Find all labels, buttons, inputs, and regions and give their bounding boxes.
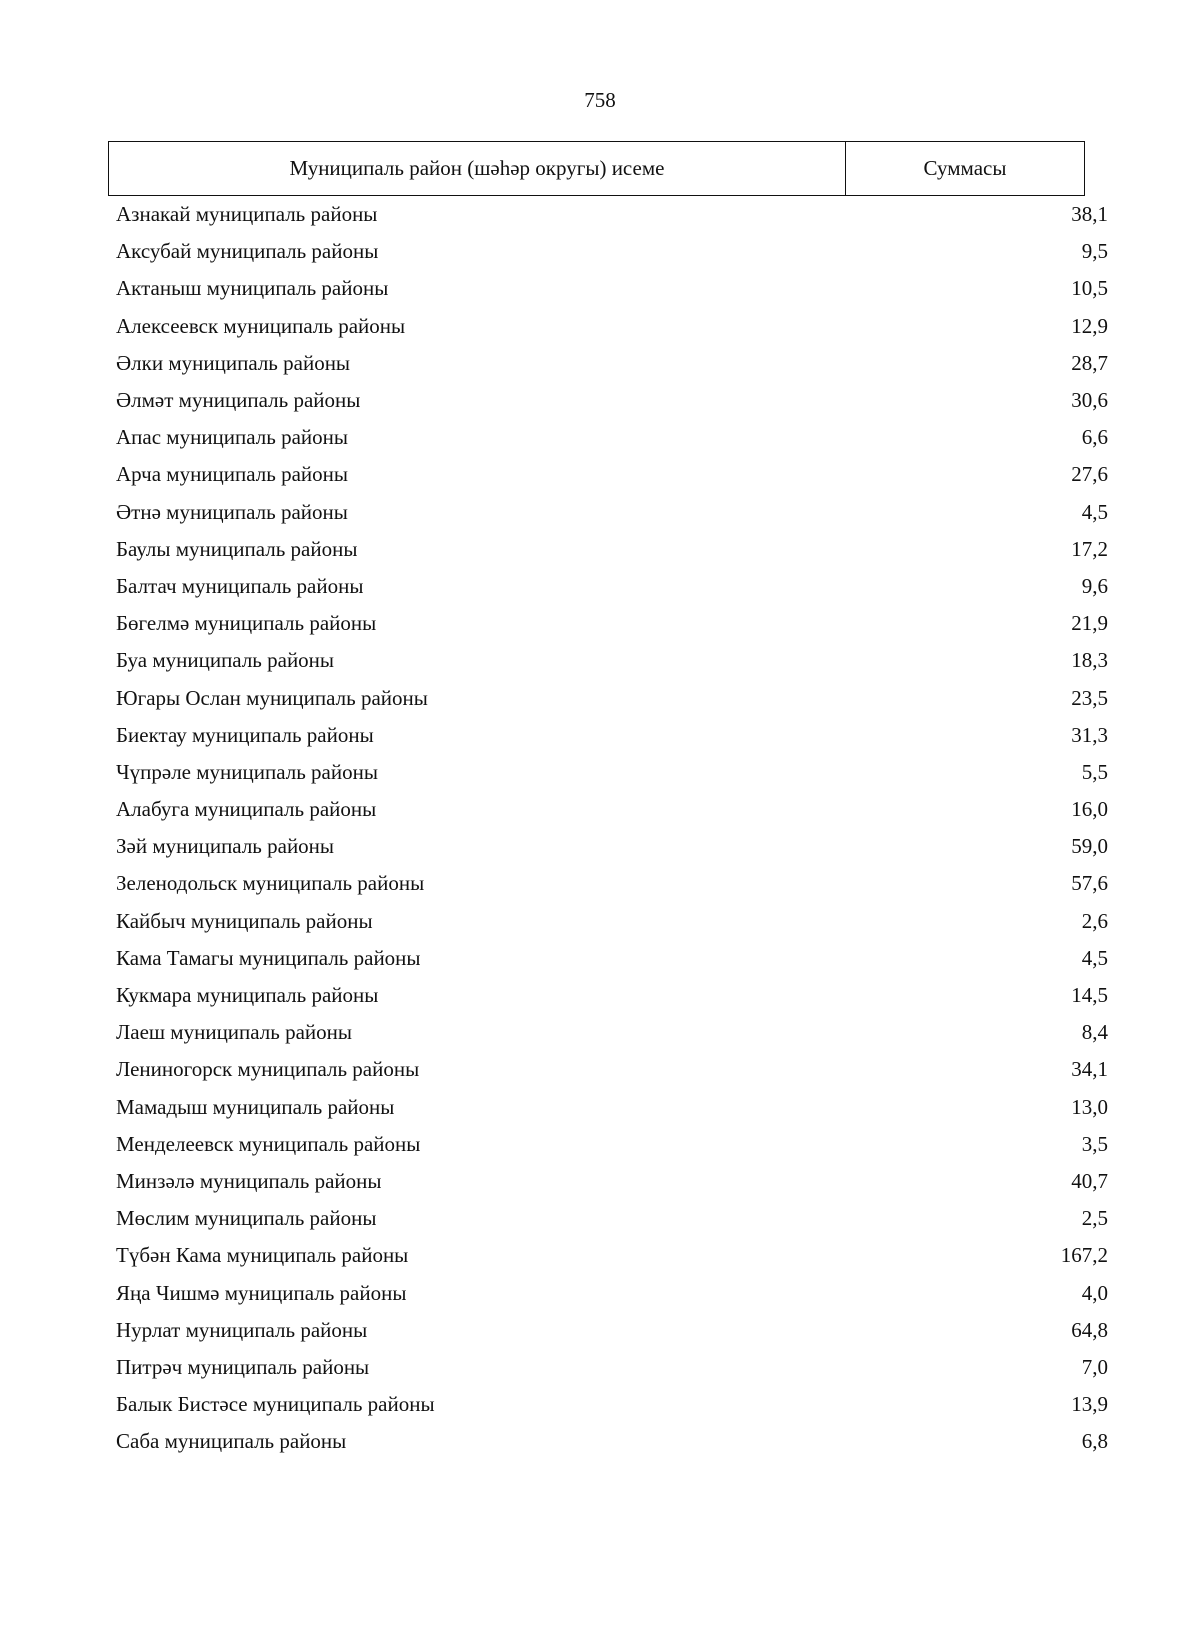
table-row (116, 903, 1108, 940)
table-row (116, 828, 1108, 865)
district-name: Әлмәт муниципаль районы (116, 388, 361, 413)
district-name: Балык Бистәсе муниципаль районы (116, 1392, 435, 1417)
district-name: Арча муниципаль районы (116, 462, 348, 487)
amount-value: 13,0 (1071, 1094, 1108, 1119)
district-name: Нурлат муниципаль районы (116, 1317, 368, 1342)
district-name: Балтач муниципаль районы (116, 573, 364, 598)
table-header (108, 141, 1085, 196)
table-row (116, 1126, 1108, 1163)
amount-value: 6,8 (1081, 1429, 1108, 1454)
table-row (116, 568, 1108, 605)
district-name: Кукмара муниципаль районы (116, 983, 379, 1008)
amount-value: 2,6 (1081, 908, 1108, 933)
table-row (116, 308, 1108, 345)
district-name: Аксубай муниципаль районы (116, 239, 379, 264)
district-name: Лаеш муниципаль районы (116, 1020, 353, 1045)
amount-value: 31,3 (1071, 722, 1108, 747)
district-name: Зеленодольск муниципаль районы (116, 871, 425, 896)
district-name: Югары Ослан муниципаль районы (116, 685, 428, 710)
table-row (116, 1014, 1108, 1051)
table-row (116, 940, 1108, 977)
amount-value: 8,4 (1081, 1020, 1108, 1045)
amount-value: 4,5 (1081, 945, 1108, 970)
table-row (116, 605, 1108, 642)
table-row (116, 865, 1108, 902)
table-row (116, 1163, 1108, 1200)
table-row (116, 196, 1108, 233)
table-row (116, 754, 1108, 791)
district-name: Мамадыш муниципаль районы (116, 1094, 395, 1119)
table-row (116, 345, 1108, 382)
amount-value: 4,0 (1081, 1280, 1108, 1305)
amount-value: 28,7 (1071, 350, 1108, 375)
district-name: Буа муниципаль районы (116, 648, 335, 673)
table-row (116, 679, 1108, 716)
district-name: Алабуга муниципаль районы (116, 797, 377, 822)
district-name: Биектау муниципаль районы (116, 722, 374, 747)
amount-value: 57,6 (1071, 871, 1108, 896)
amount-value: 30,6 (1071, 388, 1108, 413)
amount-value: 23,5 (1071, 685, 1108, 710)
table-row (116, 1349, 1108, 1386)
amount-value: 27,6 (1071, 462, 1108, 487)
district-name: Зәй муниципаль районы (116, 834, 335, 859)
table-body (116, 196, 1108, 1460)
amount-value: 6,6 (1081, 425, 1108, 450)
district-name: Әтнә муниципаль районы (116, 499, 348, 524)
amount-value: 64,8 (1071, 1317, 1108, 1342)
district-name: Менделеевск муниципаль районы (116, 1131, 421, 1156)
district-name: Питрәч муниципаль районы (116, 1354, 370, 1379)
amount-value: 5,5 (1081, 759, 1108, 784)
amount-value: 14,5 (1071, 983, 1108, 1008)
table-row (116, 456, 1108, 493)
district-name: Минзәлә муниципаль районы (116, 1168, 382, 1193)
column-header-name: Муниципаль район (шәһәр округы) исеме (109, 142, 846, 195)
district-name: Апас муниципаль районы (116, 425, 348, 450)
amount-value: 9,5 (1081, 239, 1108, 264)
amount-value: 40,7 (1071, 1168, 1108, 1193)
district-name: Кама Тамагы муниципаль районы (116, 945, 421, 970)
district-name: Баулы муниципаль районы (116, 536, 358, 561)
district-name: Алексеевск муниципаль районы (116, 313, 406, 338)
table-row (116, 494, 1108, 531)
amount-value: 10,5 (1071, 276, 1108, 301)
table-row (116, 1386, 1108, 1423)
table-row (116, 1200, 1108, 1237)
table-row (116, 717, 1108, 754)
amount-value: 59,0 (1071, 834, 1108, 859)
table-row (116, 382, 1108, 419)
page-number: 758 (584, 88, 616, 112)
amount-value: 13,9 (1071, 1392, 1108, 1417)
district-name: Актаныш муниципаль районы (116, 276, 389, 301)
district-name: Мөслим муниципаль районы (116, 1206, 377, 1231)
table-row (116, 531, 1108, 568)
amount-value: 21,9 (1071, 611, 1108, 636)
district-name: Азнакай муниципаль районы (116, 202, 378, 227)
table-row (116, 270, 1108, 307)
amount-value: 3,5 (1081, 1131, 1108, 1156)
table-row (116, 419, 1108, 456)
district-name: Лениногорск муниципаль районы (116, 1057, 420, 1082)
table-row (116, 642, 1108, 679)
table-row (116, 1051, 1108, 1088)
amount-value: 18,3 (1071, 648, 1108, 673)
table-row (116, 791, 1108, 828)
district-name: Кайбыч муниципаль районы (116, 908, 373, 933)
district-name: Саба муниципаль районы (116, 1429, 347, 1454)
table-row (116, 977, 1108, 1014)
amount-value: 4,5 (1081, 499, 1108, 524)
amount-value: 2,5 (1081, 1206, 1108, 1231)
amount-value: 17,2 (1071, 536, 1108, 561)
table-row (116, 1423, 1108, 1460)
table-row (116, 1274, 1108, 1311)
table-row (116, 1312, 1108, 1349)
table-row (116, 1237, 1108, 1274)
table-row (116, 1089, 1108, 1126)
district-name: Бөгелмә муниципаль районы (116, 611, 377, 636)
district-name: Чүпрәле муниципаль районы (116, 759, 378, 784)
district-name: Әлки муниципаль районы (116, 350, 351, 375)
amount-value: 16,0 (1071, 797, 1108, 822)
amount-value: 38,1 (1071, 202, 1108, 227)
amount-value: 9,6 (1081, 573, 1108, 598)
table-row (116, 233, 1108, 270)
district-name: Түбән Кама муниципаль районы (116, 1243, 409, 1268)
amount-value: 7,0 (1081, 1354, 1108, 1379)
column-header-sum: Суммасы (923, 156, 1007, 180)
district-name: Яңа Чишмә муниципаль районы (116, 1280, 407, 1305)
amount-value: 34,1 (1071, 1057, 1108, 1082)
amount-value: 167,2 (1060, 1243, 1108, 1268)
amount-value: 12,9 (1071, 313, 1108, 338)
